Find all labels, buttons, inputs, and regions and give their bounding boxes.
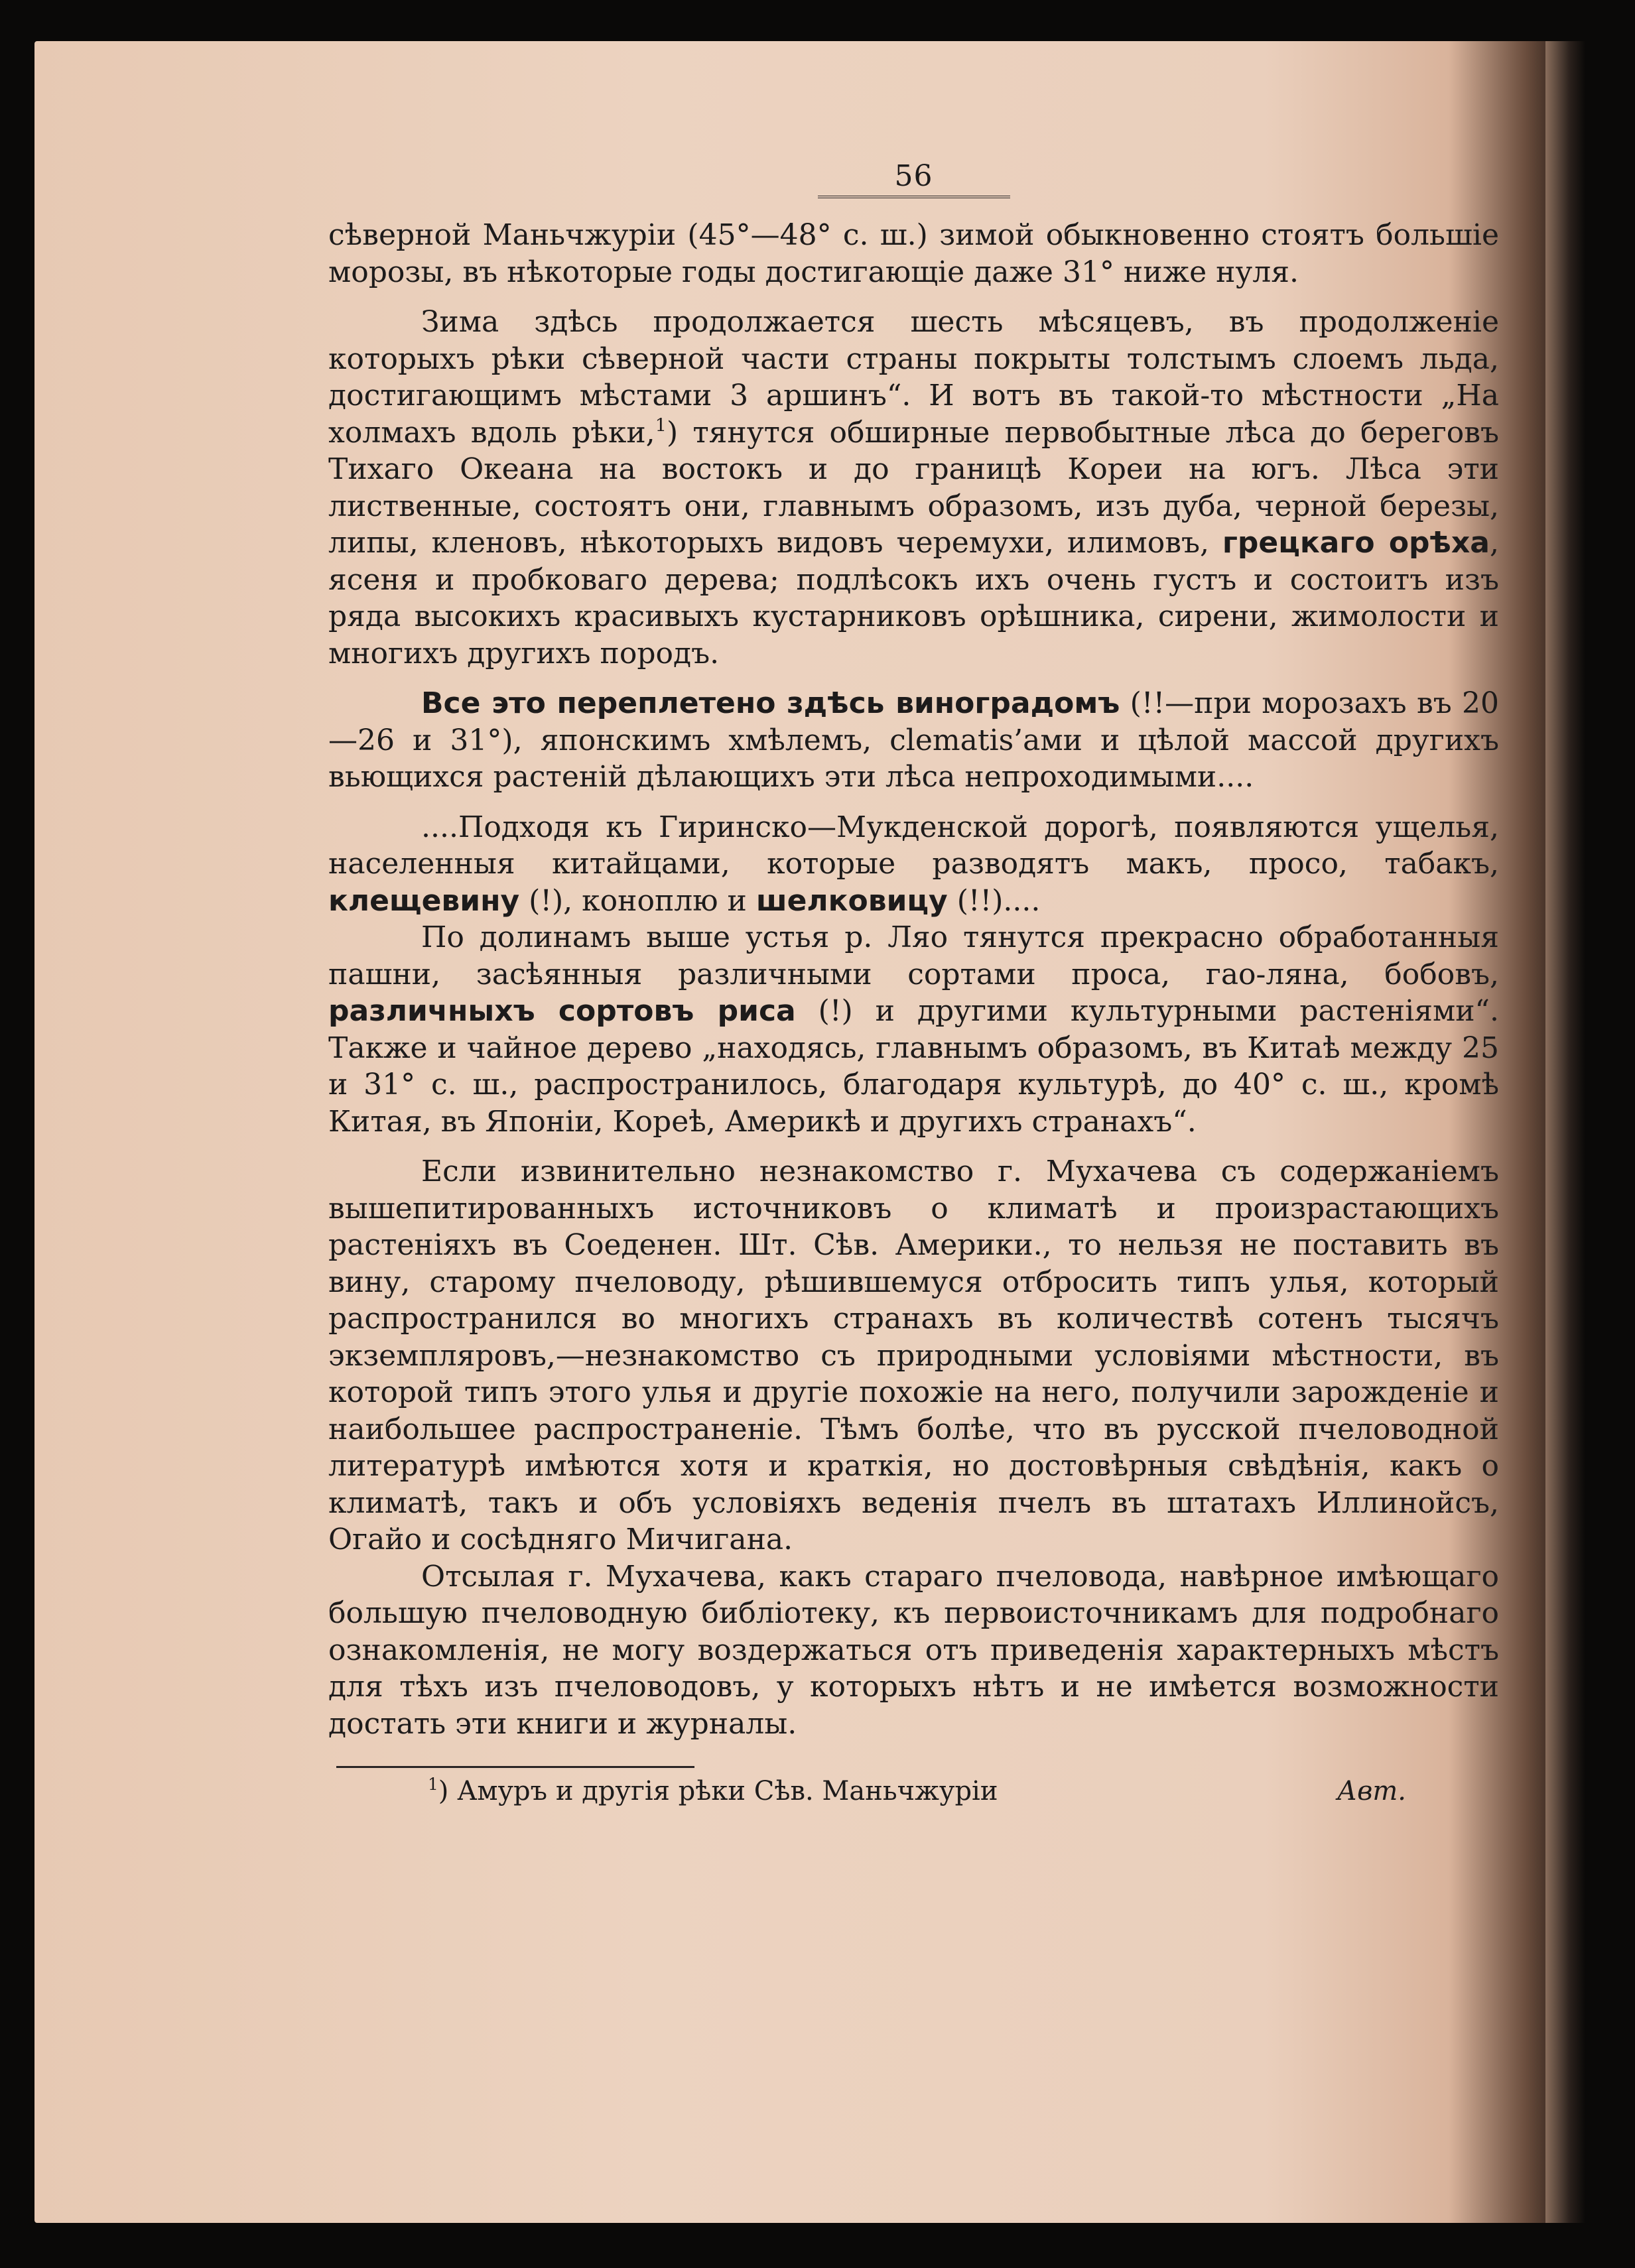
paragraph-2 [328,304,1499,672]
text-run: (!), коноплю и [519,883,756,918]
emphasized-text: грецкаго орѣха [1222,526,1490,560]
footnote-rule [336,1766,694,1768]
emphasized-text: клещевину [328,883,520,918]
text-run: (!) и другими культурными растеніями“. Также и чайное дерево „находясь, главнымъ образомъ, въ Китаѣ между 25 и 31° с. ш., распространилось, благодаря культурѣ, до 40° с. ш., кромѣ Китая, въ Японіи, Кореѣ, Америкѣ и другихъ странахъ“. [328,994,1500,1139]
paper-binding-shadow [1545,41,1585,2223]
emphasized-text: Все это переплетено здѣсь виноградомъ [421,686,1120,720]
page-number: 56 [894,159,933,193]
footnote-ref-marker: 1 [655,415,667,436]
paragraph-7 [328,1558,1499,1743]
footnote-text: ) Амуръ и другія рѣки Сѣв. Маньчжуріи [438,1776,998,1806]
emphasized-text: различныхъ сортовъ риса [328,994,796,1028]
text-run: (!!—при морозахъ въ 20—26 и 31°), японскимъ хмѣлемъ, clematis’ами и цѣлой массой другихъ вьющихся растеній дѣлающихъ эти лѣса непроходимыми.... [328,686,1499,794]
paragraph-6 [328,1153,1499,1558]
footnote-author: Авт. [1337,1776,1406,1806]
text-run: Отсылая г. Мухачева, какъ стараго пчеловода, навѣрное имѣющаго большую пчеловодную библіотеку, къ первоисточникамъ для подробнаго ознакомленія, не могу воздержаться отъ приведенія характерныхъ мѣстъ для тѣхъ изъ пчеловодовъ, у которыхъ нѣтъ и не имѣется возможности достать эти книги и журналы. [328,1559,1499,1741]
body-text [328,217,1499,1742]
header-double-rule [818,196,1010,204]
text-run: , ясеня и пробковаго дерева; подлѣсокъ ихъ очень густъ и состоитъ изъ ряда высокихъ красивыхъ кустарниковъ орѣшника, сирени, жимолости и многихъ другихъ породъ. [328,526,1499,670]
text-run: ) тянутся обширные первобытные лѣса до береговъ Тихаго Океана на востокъ и до границѣ Кореи на югъ. Лѣса эти лиственные, состоятъ они, главнымъ образомъ, изъ дуба, черной березы, липы, кленовъ, нѣкоторыхъ видовъ черемухи, илимовъ, [328,415,1500,560]
footnote-marker: 1 [428,1775,438,1795]
text-run: По долинамъ выше устья р. Ляо тянутся прекрасно обработанныя пашни, засѣянныя различными сортами проса, гао-ляна, бобовъ, [328,920,1499,991]
text-run: Если извинительно незнакомство г. Мухачева съ содержаніемъ вышепитированныхъ источниковъ о климатѣ и произрастающихъ растеніяхъ въ Соеденен. Шт. Сѣв. Америки., то нельзя не поставить въ вину, старому пчеловоду, рѣшившемуся отбросить типъ улья, который распространился во многихъ странахъ въ количествѣ сотенъ тысячъ экземпляровъ,—незнакомство съ природными условіями мѣстности, въ которой типъ этого улья и другіе похожіе на него, получили зарожденіе и наибольшее распространеніе. Тѣмъ болѣе, что въ русской пчеловодной литературѣ имѣются хотя и краткія, но достовѣрныя свѣдѣнія, какъ о климатѣ, такъ и объ условіяхъ веденія пчелъ въ штатахъ Иллинойсъ, Огайо и сосѣдняго Мичигана. [328,1155,1499,1556]
paragraph-5 [328,919,1499,1140]
text-run: сѣверной Маньчжуріи (45°—48° с. ш.) зимой обыкновенно стоятъ большіе морозы, въ нѣкоторые годы достигающіе даже 31° ниже нуля. [328,218,1499,289]
footnote [328,1775,1499,1808]
page-content [328,159,1499,1808]
paragraph-1 [328,217,1499,290]
paragraph-4 [328,809,1499,920]
text-run: Зима здѣсь продолжается шесть мѣсяцевъ, въ продолженіе которыхъ рѣки сѣверной части страны покрыты толстымъ слоемъ льда, достигающимъ мѣстами 3 аршинъ“. И вотъ въ такой-то мѣстности „На холмахъ вдоль рѣки, [328,305,1499,450]
emphasized-text: шелковицу [755,883,948,918]
text-run: ....Подходя къ Гиринско—Мукденской дорогѣ, появляются ущелья, населенныя китайцами, которые разводятъ макъ, просо, табакъ, [328,810,1499,881]
paragraph-3 [328,685,1499,796]
text-run: (!!).... [947,883,1041,918]
